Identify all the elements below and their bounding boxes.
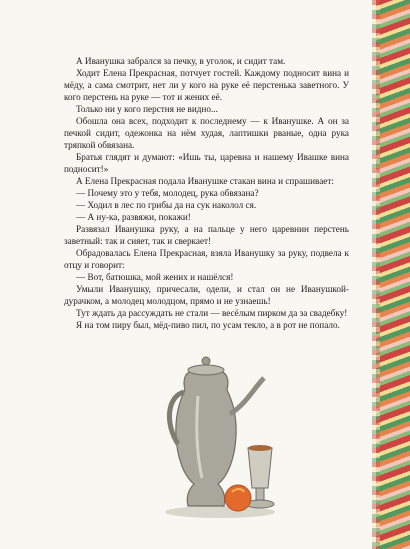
teapot-goblet-apple-illustration xyxy=(150,352,280,522)
paragraph: — Ходил в лес по грибы да на сук наколол ся. xyxy=(76,200,257,210)
goblet-cup xyxy=(248,448,272,488)
paragraph: Ходит Елена Прекрасная, потчует гостей. Каждому подносит вина и мёду, а сама смотрит, нет ли у кого на руке её перстенька заветного. У кого перстень на руке — тот и жених её. xyxy=(64,68,349,102)
paragraph: А Елена Прекрасная подала Иванушке стакан вина и спрашивает: xyxy=(76,176,334,186)
goblet-wine xyxy=(248,445,272,451)
jug-lid xyxy=(188,365,224,375)
paragraph: Обошла она всех, подходит к последнему — к Иванушке. А он за печкой сидит, одежонка на нём худая, лаптишки рваные, одна рука тряпкой обвязана. xyxy=(64,116,349,150)
paragraph: Братья глядят и думают: «Ишь ты, царевна и нашему Ивашке вина подносит!» xyxy=(64,152,349,174)
floral-border xyxy=(376,0,410,549)
story-text xyxy=(64,55,349,331)
paragraph: Тут ждать да рассуждать не стали — весёлым пирком да за свадебку! xyxy=(76,308,348,318)
paragraph: Умыли Иванушку, причесали, одели, и стал он не Иванушкой-дурачком, а молодец молодцом, прямо и не узнаешь! xyxy=(64,284,349,306)
goblet-stem xyxy=(256,488,264,500)
paragraph: Обрадовалась Елена Прекрасная, взяла Иванушку за руку, подвела к отцу и говорит: xyxy=(64,248,349,270)
paragraph: — А ну-ка, развяжи, покажи! xyxy=(76,212,191,222)
paragraph: Только ни у кого перстня не видно... xyxy=(76,104,218,114)
jug-spout xyxy=(230,378,264,414)
paragraph: А Иванушка забрался за печку, в уголок, и сидит там. xyxy=(76,56,286,66)
paragraph: — Вот, батюшка, мой жених и нашёлся! xyxy=(76,272,234,282)
jug-body xyxy=(176,372,236,506)
paragraph: Я на том пиру был, мёд-пиво пил, по усам текло, а в рот не попало. xyxy=(76,320,340,330)
jug-knob xyxy=(202,357,210,365)
paragraph: Развязал Иванушка руку, а на пальце у него царевнин перстень заветный: так и сияет, так и сверкает! xyxy=(64,224,349,246)
paragraph: — Почему это у тебя, молодец, рука обвязана? xyxy=(76,188,259,198)
